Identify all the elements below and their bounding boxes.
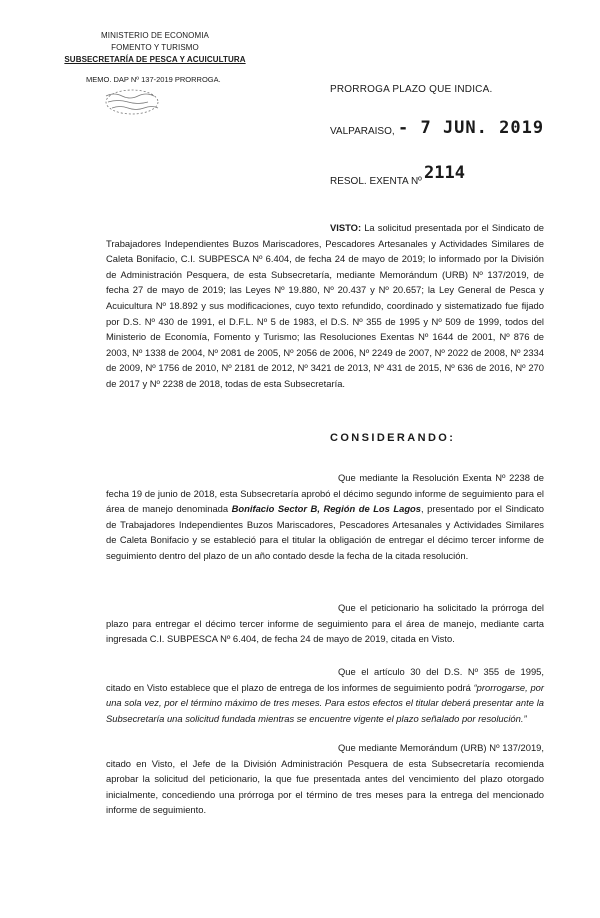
p3-text-a: Que el artículo 30 del D.S. Nº 355 de 1995, citado en Visto establece que el plazo de entrega de los informes de seguimiento podrá <box>106 666 544 693</box>
visto-paragraph <box>106 220 544 392</box>
ministry-header <box>60 30 250 66</box>
document-date: - 7 JUN. 2019 <box>398 118 545 138</box>
p1-text-a: Que mediante la Resolución Exenta Nº 2238 de fecha 19 de junio de 2018, esta Subsecretaría aprobó el décimo segundo informe de seguimiento para el área de manejo denominada <box>106 472 544 515</box>
document-subject: PRORROGA PLAZO QUE INDICA. <box>330 84 493 95</box>
ministry-name: MINISTERIO DE ECONOMIA <box>101 31 209 40</box>
visto-text: La solicitud presentada por el Sindicato de Trabajadores Independientes Buzos Mariscadores, Pescadores Artesanales y Actividades Similares de Caleta Bonifacio, C.I. SUBPESCA Nº 6.404, de fecha 24 de mayo de 2019; lo informado por la División de Administración Pesquera, de esta Subsecretaría, mediante Memorándum (URB) Nº 137/2019, de fecha 27 de mayo de 2019; las Leyes Nº 19.880, Nº 20.437 y Nº 20.657; la Ley General de Pesca y Acuicultura Nº 18.892 y sus modificaciones, cuyo texto refundido, coordinado y sistematizado fue fijado por D.S. Nº 430 de 1991, el D.F.L. Nº 5 de 1983, el D.S. Nº 355 de 1995 y Nº 509 de 1999, todos del Ministerio de Economía, Fomento y Turismo; las Resoluciones Exentas Nº 1644 de 2001, Nº 876 de 2003, Nº 1338 de 2004, Nº 2081 de 2005, Nº 2056 de 2006, Nº 2249 de 2007, Nº 2022 de 2008, Nº 2334 de 2009, Nº 1756 de 2010, Nº 2181 de 2012, Nº 3421 de 2013, Nº 431 de 2015, Nº 636 de 2016, Nº 270 de 2017 y Nº 2238 de 2018, todas de esta Subsecretaría. <box>106 222 544 389</box>
visto-label: VISTO: <box>330 222 362 233</box>
resolution-label: RESOL. EXENTA Nº <box>330 176 422 187</box>
considerando-paragraph-4: Que mediante Memorándum (URB) Nº 137/2019, citado en Visto, el Jefe de la División Administración Pesquera de esta Subsecretaría recomienda aprobar la solicitud del peticionario, la que fue presentada antes del vencimiento del plazo otorgado inicialmente, concediendo una prórroga por el término de tres meses para la entrega del mencionado informe de seguimiento. <box>106 742 544 816</box>
considerando-paragraph-3 <box>106 664 544 726</box>
place-label: VALPARAISO, <box>330 126 395 137</box>
area-name: Bonifacio Sector B, Región de Los Lagos <box>231 503 421 515</box>
office-stamp <box>102 88 172 116</box>
considerando-paragraph-2: Que el peticionario ha solicitado la prórroga del plazo para entregar el décimo tercer informe de seguimiento para el área de manejo, mediante carta ingresada C.I. SUBPESCA Nº 6.404, de fecha 24 de mayo de 2019, citada en Visto. <box>106 602 544 645</box>
resolution-number: 2114 <box>424 163 465 183</box>
p3-quote: “prorrogarse, por una sola vez, por el término máximo de tres meses. Para estos efectos el titular deberá presentar ante la Subsecretaría una solicitud fundada mientras se encuentre vigente el plazo señalado por resolución.” <box>106 681 544 724</box>
considerando-paragraph-1 <box>106 470 544 564</box>
considerando-heading: CONSIDERANDO: <box>330 432 456 444</box>
subsecretary-name: SUBSECRETARÍA DE PESCA Y ACUICULTURA <box>64 55 246 64</box>
memo-reference: MEMO. DAP Nº 137-2019 PRORROGA. <box>86 75 221 84</box>
p1-text-b: , presentado por el Sindicato de Trabajadores Independientes Buzos Mariscadores, Pescadores Artesanales y Actividades Similares de Caleta Bonifacio y se estableció para el titular la obligación de entregar el décimo tercer informe de seguimiento dentro del plazo de un año contado desde la fecha de la citada resolución. <box>106 503 544 561</box>
ministry-subname: FOMENTO Y TURISMO <box>111 43 199 52</box>
